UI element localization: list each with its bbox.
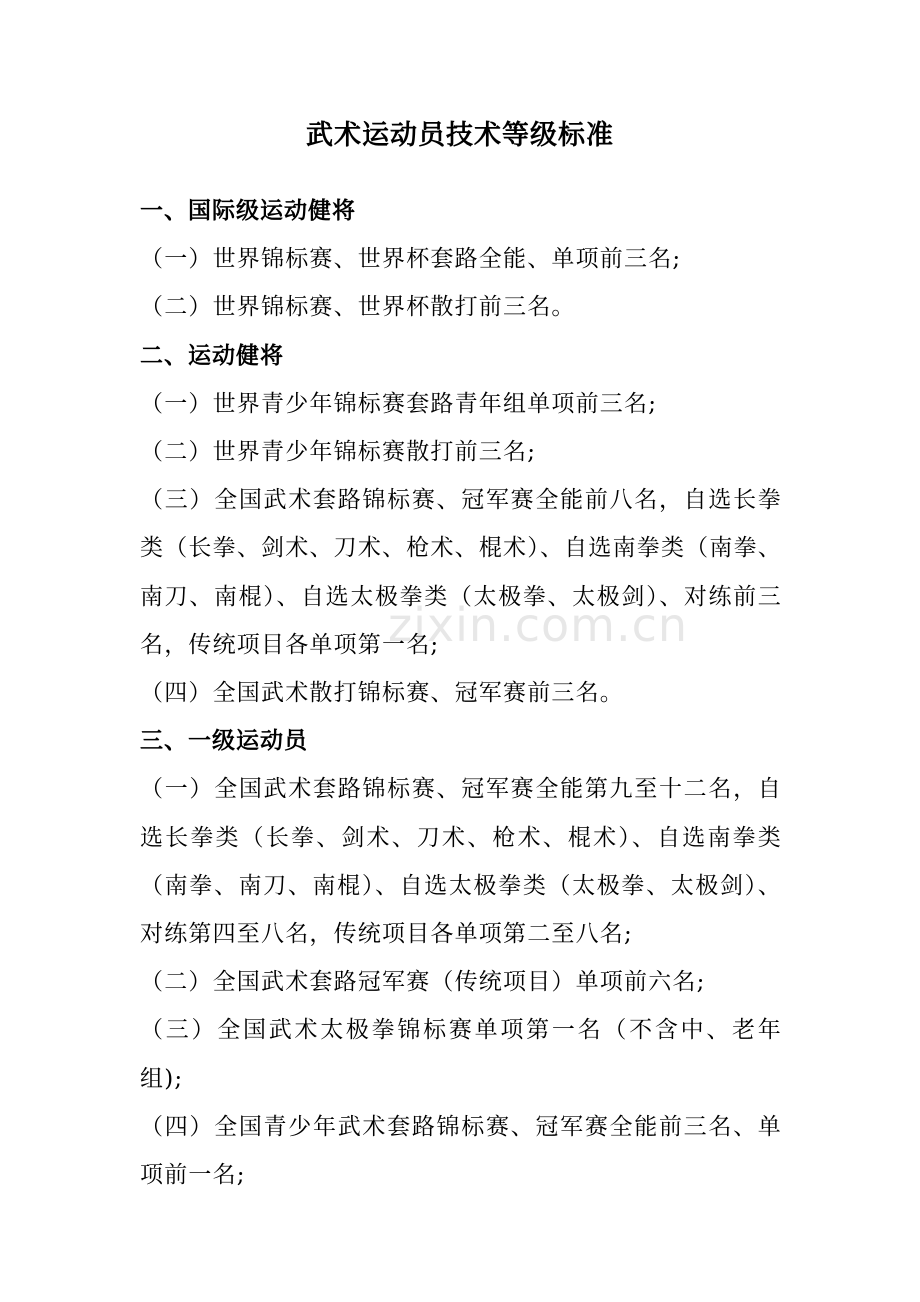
section-1-item-1: （一）世界锦标赛、世界杯套路全能、单项前三名;	[140, 246, 682, 273]
watermark-text: zixin.com.cn	[388, 598, 689, 652]
section-2-item-3: （三）全国武术套路锦标赛、冠军赛全能前八名，自选长拳类（长拳、剑术、刀术、枪术、棍术）、自选南拳类（南拳、南刀、南棍）、自选太极拳类（太极拳、太极剑）、对练前三名，传统项目各单项第一名;	[140, 487, 782, 658]
document-title: 武术运动员技术等级标准	[306, 120, 614, 151]
section-3-item-2: （二）全国武术套路冠军赛（传统项目）单项前六名;	[140, 969, 706, 996]
document-body	[140, 187, 782, 1199]
section-3-item-1: （一）全国武术套路锦标赛、冠军赛全能第九至十二名，自选长拳类（长拳、剑术、刀术、枪术、棍术）、自选南拳类（南拳、南刀、南棍）、自选太极拳类（太极拳、太极剑）、对练第四至八名，传统项目各单项第二至八名;	[140, 776, 782, 948]
section-3-item-4: （四）全国青少年武术套路锦标赛、冠军赛全能前三名、单项前一名;	[140, 1113, 782, 1189]
section-2-item-2: （二）世界青少年锦标赛散打前三名;	[140, 439, 537, 466]
section-heading-2: 二、运动健将	[140, 341, 284, 369]
section-heading-1: 一、国际级运动健将	[140, 197, 356, 224]
section-heading-3: 三、一级运动员	[140, 727, 308, 755]
section-2-item-4: （四）全国武术散打锦标赛、冠军赛前三名。	[140, 680, 624, 707]
section-3-item-3: （三）全国武术太极拳锦标赛单项第一名（不含中、老年组);	[140, 1017, 782, 1092]
section-2-item-1: （一）世界青少年锦标赛套路青年组单项前三名;	[140, 390, 658, 417]
section-1-item-2: （二）世界锦标赛、世界杯散打前三名。	[140, 294, 576, 321]
